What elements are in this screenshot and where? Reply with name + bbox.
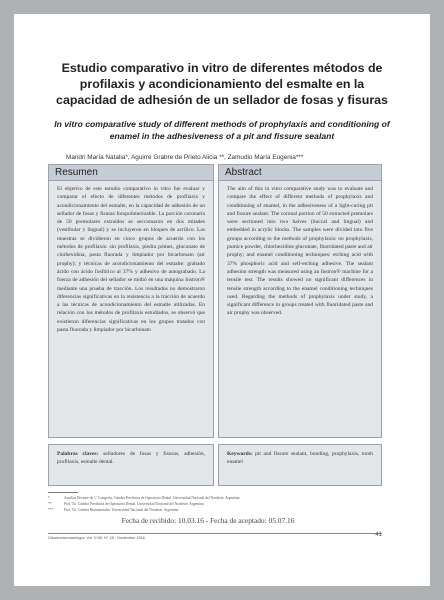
footnote-1-text: Auxiliar Docente de 1º Categoría. Cátedra Preclínica de Operatoria Dental. Universidad Nacional del Nordeste. Argentina. [64, 496, 241, 500]
page-number: 41 [375, 532, 382, 538]
footer-rule [48, 533, 382, 534]
article-title: Estudio comparativo in vitro de diferentes métodos de profilaxis y acondicionamiento del esmalte en la capacidad de adhesión de un sellador de fosas y fisuras [56, 61, 388, 107]
footnote-1-mark: * [48, 496, 50, 500]
keywords-en-box [218, 444, 382, 486]
keywords-en-text: pit and fissure sealant, bonding, prophylaxis, tooth enamel [227, 451, 373, 466]
received-accepted-dates: Fecha de recibido: 10.03.16 - Fecha de aceptado: 05.07.16 [121, 516, 295, 525]
resumen-body: El objetivo de este estudio comparativo in vitro fue evaluar y comparar el efecto de diferentes métodos de profilaxis y acondicionamiento del esmalte, en la capacidad de adhesión de un sellador de fosas y fisuras fotopolimerizable. La porción coronaria de 50 premolares extraídos se seccionaron en dos mitades (vestibular y lingual) y se incluyeron en bloques de acrílico. Las muestras se dividieron en cinco grupos de acuerdo con los métodos de profilaxis: sin profilaxis, piedra pómez, gluconato de clorhexidina, pasta fluorada y limpiador por bicarbonato (air prophy); y técnicas de acondicionamiento del esmalte: grabado ácido con ácido fosfórico al 37% y adhesivo de autograbado. La fuerza de adhesión del sellador se midió en una máquina Instron® mediante una prueba de tracción. Los resultados no demostraron diferencias significativas en la resistencia a la tracción de acuerdo a las técnicas de acondicionamiento del esmalte utilizadas. En relación con los métodos de profilaxis estudiados, se observó que existieron diferencias significativas en los grupos tratados con pasta fluorada y limpiador por bicarbonato [57, 186, 205, 334]
keywords-es-box [48, 444, 214, 486]
footnote-3-text: Prof. Tit. Cátedra Biomateriales. Universidad Nacional del Nordeste. Argentina. [64, 508, 180, 512]
article-subtitle: In vitro comparative study of different methods of prophylaxis and conditioning of enamel in the adhesiveness of a pit and fissure sealant [54, 119, 390, 141]
abstract-body: The aim of this in vitro comparative study was to evaluate and compare the effect of different methods of prophylaxis and conditioning of enamel, in the adhesiveness of a light-curing pit and fissure sealant. The coronal portion of 50 extracted premolars were sectioned into two halves (buccal and lingual) and embedded in acrylic blocks. The samples were divided into five groups according to the methods of prophylaxis: no prophylaxis, pumice powder, chlorhexidine gluconate, fluoridated paste and air prophy; and enamel conditioning techniques: etching acid with 37% phosphoric acid and self-etching adhesive. The sealant adhesion strength was measured using an Instron® machine for a tensile test. The results showed no significant differences in tensile strength according to the enamel conditioning techniques used. Regarding the methods of prophylaxis under study, a significant difference in groups treated with fluoridated paste and air prophy was observed. [227, 186, 373, 317]
footnote-2-mark: ** [48, 502, 52, 506]
abstract-heading: Abstract [219, 165, 381, 181]
abstract-box [218, 164, 382, 438]
resumen-heading: Resumen [49, 165, 213, 181]
footnote-1 [48, 496, 382, 500]
keywords-es-label: Palabras claves: [57, 451, 99, 457]
footnote-2-text: Prof. Tit. Cátedra Preclínica de Operatoria Dental. Universidad Nacional del Nordeste. Argentina. [64, 502, 205, 506]
keywords-es-text: selladores de fosas y fisuras, adhesión, profilaxis, esmalte dental. [57, 451, 205, 466]
footnote-3 [48, 508, 382, 512]
resumen-box [48, 164, 214, 438]
footnote-rule [48, 492, 78, 493]
footnote-3-mark: *** [48, 508, 54, 512]
article-authors: Mandri María Natalia*, Aguirre Grabre de Prieto Alicia **, Zamudio María Eugenia*** [66, 154, 304, 161]
footnote-2 [48, 502, 382, 506]
keywords-en-label: Keywords: [227, 451, 253, 457]
journal-citation: Odontoestomatología. Vol. XVIII, N° 28 - Noviembre 2016 [48, 536, 145, 540]
